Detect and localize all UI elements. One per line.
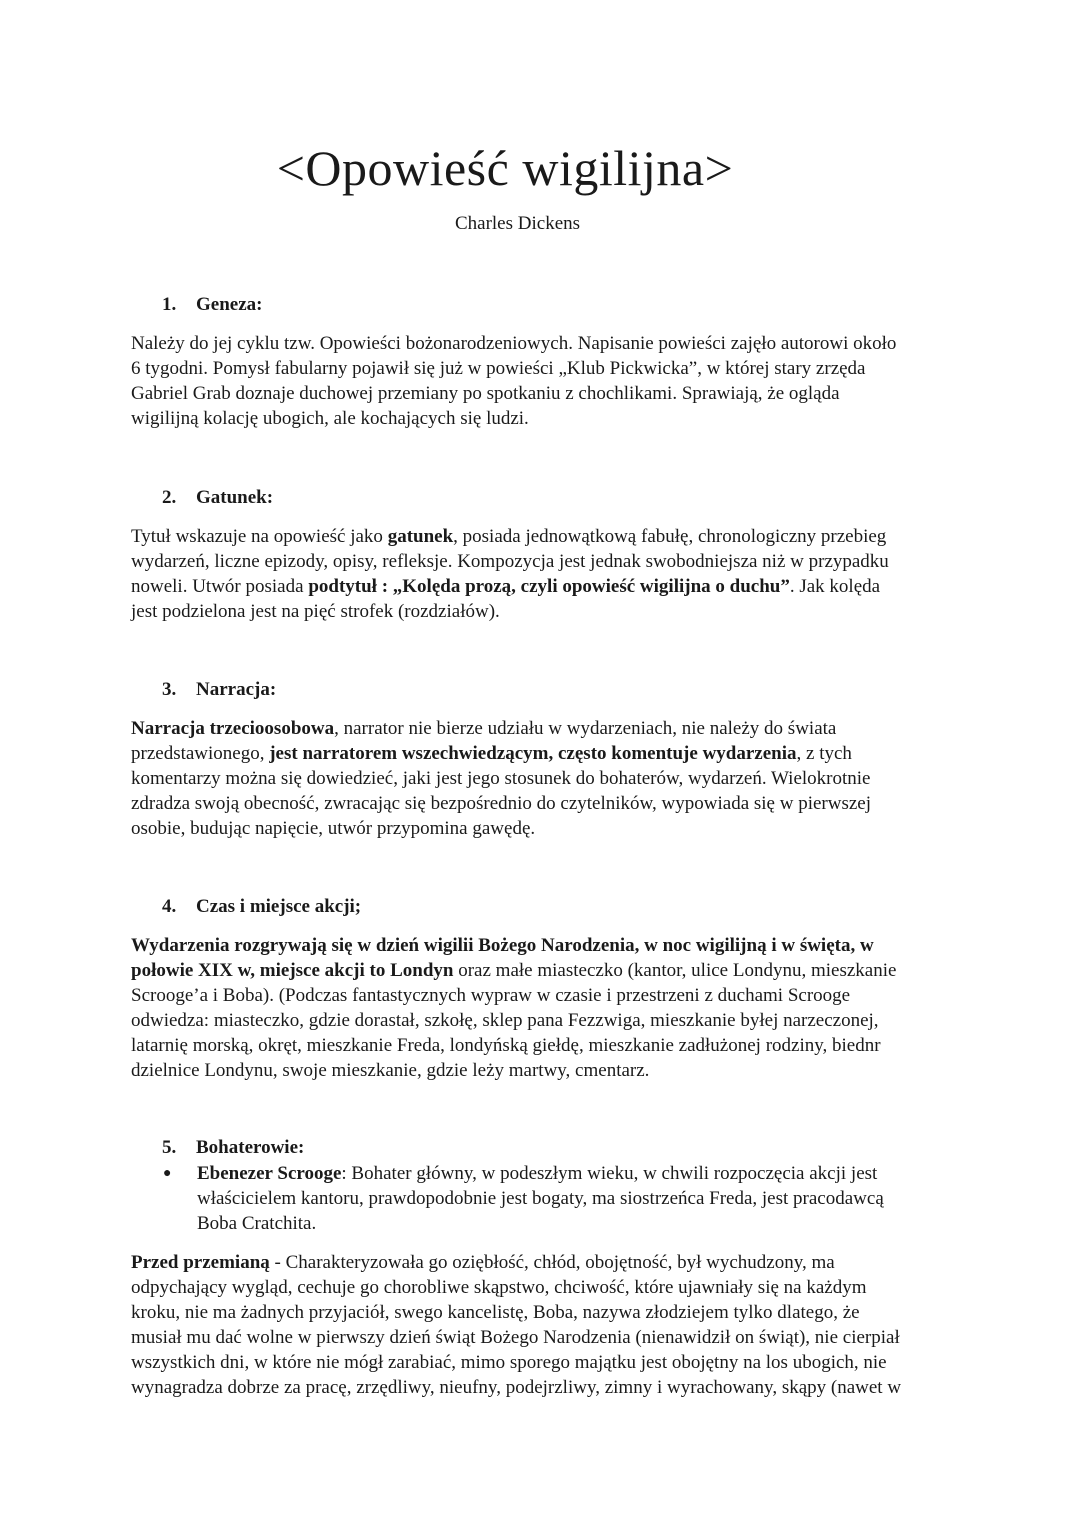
bold-term: Narracja trzecioosobowa [131, 718, 335, 739]
text-run: noweli. Utwór posiada [131, 576, 309, 597]
bold-term: Przed przemianą [131, 1252, 270, 1273]
section-title: Geneza: [196, 294, 263, 315]
bold-term: połowie XIX w, miejsce akcji to Londyn [131, 960, 454, 981]
text-line: wigilijną kolację ubogich, ale kochających się ludzi. [131, 408, 529, 429]
paragraph-geneza [131, 331, 961, 431]
section-heading-geneza [162, 292, 262, 317]
section-number: 1. [162, 294, 177, 315]
text-line: wydarzeń, liczne epizody, opisy, refleksje. Kompozycja jest jednak swobodniejsza niż w przypadku [131, 551, 889, 572]
section-number: 2. [162, 487, 177, 508]
text-run: : Bohater główny, w podeszłym wieku, w chwili rozpoczęcia akcji jest [341, 1163, 878, 1184]
bullet-icon: ● [163, 1166, 172, 1181]
text-line: musiał mu dać wolne w pierwszy dzień świąt Bożego Narodzenia (nienawidził on świąt), nie cierpiał [131, 1327, 900, 1348]
text-line: kroku, nie ma żadnych przyjaciół, swego kancelistę, Boba, nazywa złodziejem tylko dlatego, że [131, 1302, 860, 1323]
text-run: , posiada jednowątkową fabułę, chronologiczny przebieg [453, 526, 887, 547]
bold-term: jest narratorem wszechwiedzącym, często komentuje wydarzenia [269, 743, 797, 764]
text-run: - Charakteryzowała go oziębłość, chłód, obojętność, był wychudzony, ma [269, 1252, 835, 1273]
text-line: Boba Cratchita. [197, 1213, 317, 1234]
text-line [131, 933, 961, 958]
text-line: właścicielem kantoru, prawdopodobnie jest bogaty, ma siostrzeńca Freda, jest pracodawcą [197, 1188, 884, 1209]
text-line: latarnię morską, okręt, mieszkanie Freda, londyńską giełdę, mieszkanie zadłużonej rodziny, biednr [131, 1035, 881, 1056]
text-run: , z tych [796, 743, 852, 764]
section-title: Bohaterowie: [196, 1137, 305, 1158]
text-line: dzielnice Londynu, swoje mieszkanie, gdzie leży martwy, cmentarz. [131, 1060, 650, 1081]
text-run: przedstawionego, [131, 743, 270, 764]
paragraph-przed-przemiana [131, 1250, 961, 1400]
text-line: wszystkich dni, w które nie mógł zarabiać, mimo sporego majątku jest obojętny na los ubogich, nie [131, 1352, 887, 1373]
text-line: osobie, budując napięcie, utwór przypomina gawędę. [131, 818, 536, 839]
section-number: 3. [162, 679, 177, 700]
text-line: odpychający wygląd, cechuje go chorobliwe skąpstwo, chciwość, które ujawniały się na każdym [131, 1277, 867, 1298]
text-run: , narrator nie bierze udziału w wydarzeniach, nie należy do świata [334, 718, 837, 739]
text-line: Scrooge’a i Boba). (Podczas fantastycznych wypraw w czasie i przestrzeni z duchami Scrooge [131, 985, 851, 1006]
text-line [131, 574, 961, 599]
text-run: . Jak kolęda [789, 576, 881, 597]
paragraph-gatunek [131, 524, 961, 624]
text-line: komentarzy można się dowiedzieć, jaki jest jego stosunek do bohaterów, wydarzeń. Wielokrotnie [131, 768, 871, 789]
text-line [131, 958, 961, 983]
text-run: Tytuł wskazuje na opowieść jako [131, 526, 388, 547]
text-line: 6 tygodni. Pomysł fabularny pojawił się już w powieści „Klub Pickwicka”, w której stary zrzęda [131, 358, 866, 379]
bold-term: gatunek [387, 526, 454, 547]
paragraph-narracja [131, 716, 961, 841]
list-item-text [197, 1161, 957, 1236]
text-line: wynagradza dobrze za pracę, zrzędliwy, nieufny, podejrzliwy, zimny i wyrachowany, skąpy (nawet w [131, 1377, 902, 1398]
section-number: 5. [162, 1137, 177, 1158]
text-line: Gabriel Grab doznaje duchowej przemiany po spotkaniu z chochlikami. Sprawiają, że ogląda [131, 383, 840, 404]
text-line [131, 524, 961, 549]
text-line [131, 741, 961, 766]
section-title: Gatunek: [196, 487, 274, 508]
text-line [131, 1250, 961, 1275]
document-title: <Opowieść wigilijna> [276, 140, 734, 196]
bold-term: podtytuł : „Kolęda prozą, czyli opowieść wigilijna o duchu” [308, 576, 790, 597]
section-heading-czas [162, 894, 361, 919]
text-line: odwiedza: miasteczko, gdzie dorastał, szkołę, sklep pana Fezzwiga, mieszkanie byłej narzeczonej, [131, 1010, 879, 1031]
text-line: zdradza swoją obecność, zwracając się bezpośrednio do czytelników, wypowiada się w pierwszej [131, 793, 871, 814]
text-line [197, 1161, 957, 1186]
bold-term: Wydarzenia rozgrywają się w dzień wigilii Bożego Narodzenia, w noc wigilijną i w święta, w [131, 935, 874, 956]
section-title: Narracja: [196, 679, 277, 700]
document-author: Charles Dickens [454, 213, 581, 234]
section-title: Czas i miejsce akcji; [196, 896, 362, 917]
section-heading-narracja [162, 677, 276, 702]
section-heading-bohaterowie [162, 1135, 304, 1160]
text-run: oraz małe miasteczko (kantor, ulice Londynu, mieszkanie [453, 960, 897, 981]
section-number: 4. [162, 896, 177, 917]
text-line [131, 716, 961, 741]
bold-term: Ebenezer Scrooge [197, 1163, 342, 1184]
text-line: Należy do jej cyklu tzw. Opowieści bożonarodzeniowych. Napisanie powieści zajęło autorowi około [131, 333, 897, 354]
section-heading-gatunek [162, 485, 273, 510]
paragraph-czas [131, 933, 961, 1083]
text-line: jest podzielona jest na pięć strofek (rozdziałów). [131, 601, 500, 622]
